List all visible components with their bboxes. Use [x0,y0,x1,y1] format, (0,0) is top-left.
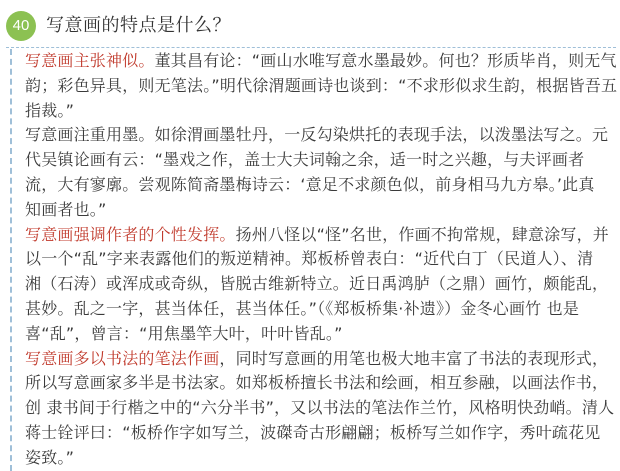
text-line [25,148,620,173]
highlight-phrase: 写意画多以书法的笔法作画 [25,348,220,368]
line-text: 写意画注重用墨。如徐渭画墨牡丹，一反勾染烘托的表现手法，以泼墨法写之。元 [25,125,609,145]
text-line [25,74,620,99]
text-line [25,173,620,198]
line-text: ，同时写意画的用笔也极大地丰富了书法的表现形式， [219,348,609,368]
text-line [25,322,620,347]
highlight-phrase: 写意画主张神似。 [25,51,155,70]
text-line [25,49,620,74]
line-text: 指裁。” [25,100,75,120]
line-text: 以一个“乱”字来表露他们的叛逆精神。郑板桥曾表白：“近代白丁（民道人）、清 [25,249,594,269]
line-text: 甚妙。乱之一字，甚当体任，甚当体任。”（《郑板桥集·补遗》）金冬心画竹 也是 [25,298,580,318]
question-number-badge: 40 [6,11,36,41]
line-text: 韵；彩色异具，则无笔法。”明代徐渭题画诗也谈到：“不求形似求生韵，根据皆吾五 [25,75,618,95]
line-text: 董其昌有论：“画山水唯写意水墨最妙。何也？形质毕肖，则无气 [154,51,617,70]
text-line [25,396,620,421]
header-divider [6,47,616,48]
line-text: 扬州八怪以“怪”名世，作画不拘常规，肆意涂写，并 [235,224,609,244]
text-line [25,297,620,322]
line-text: 姿致。” [25,447,75,467]
line-text: 所以写意画家多半是书法家。如郑板桥擅长书法和绘画，相互参融，以画法作书， [25,373,609,393]
line-text: 湘（石涛）或浑成或奇纵，皆脱古维新特立。近日禹鸿胪（之鼎）画竹，颇能乱， [25,274,609,294]
text-line [25,223,620,248]
highlight-phrase: 写意画强调作者的个性发挥。 [25,224,236,244]
question-header [0,0,620,48]
answer-body [10,49,620,471]
text-line [25,247,620,272]
text-line [25,198,620,223]
text-line [25,272,620,297]
text-line [25,421,620,446]
line-text: 代吴镇论画有云：“墨戏之作，盖士大夫词翰之余，适一时之兴趣，与夫评画者 [25,150,585,170]
question-title: 写意画的特点是什么？ [46,15,231,36]
line-text: 喜“乱”，曾言：“用焦墨竿大叶，叶叶皆乱。” [25,323,343,343]
line-text: 蒋士铨评曰：“板桥作字如写兰，波磔奇古形翩翩；板桥写兰如作字，秀叶疏花见 [25,422,601,442]
text-line [25,123,620,148]
line-text: 流，大有寥廓。尝观陈简斋墨梅诗云：‘意足不求颜色似，前身相马九方皋。’此真 [25,174,595,194]
line-text: 创 隶书间于行楷之中的“六分半书”，又以书法的笔法作兰竹，风格明快劲峭。清人 [25,398,615,418]
text-line [25,347,620,372]
line-text: 知画者也。” [25,199,107,219]
text-line [25,99,620,124]
text-line [25,446,620,471]
text-line [25,371,620,396]
